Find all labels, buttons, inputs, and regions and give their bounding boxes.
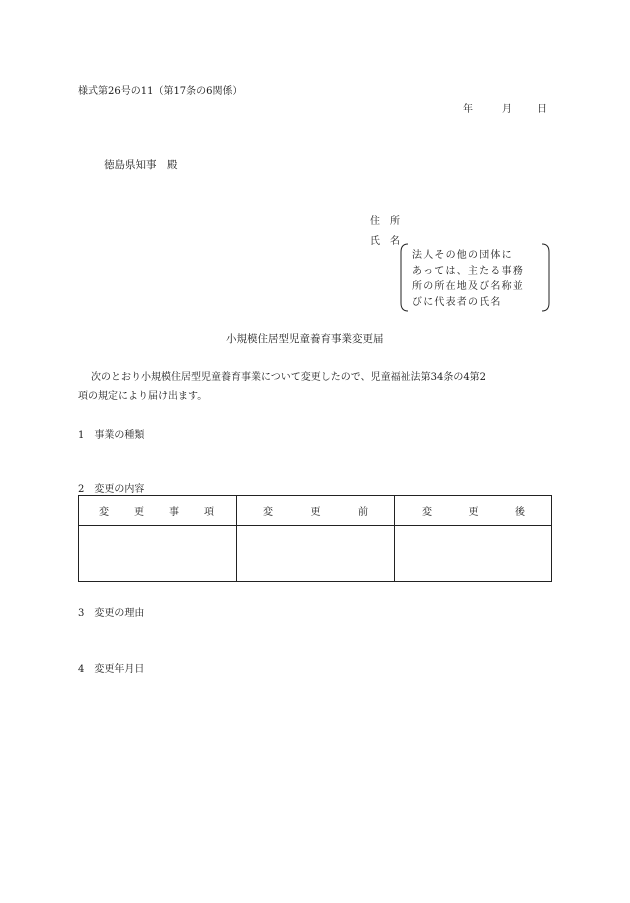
cell-after[interactable] bbox=[395, 526, 551, 582]
header-before bbox=[263, 496, 368, 525]
header-char: 更 bbox=[134, 507, 144, 518]
date-month-label: 月 bbox=[502, 104, 512, 115]
header-char: 変 bbox=[99, 507, 109, 518]
cell-change-item[interactable] bbox=[79, 526, 236, 582]
header-char: 変 bbox=[422, 507, 432, 518]
address-label: 住 所 bbox=[370, 216, 400, 227]
applicant-note-line: あっては、主たる事務 bbox=[412, 265, 524, 277]
header-char: 事 bbox=[169, 507, 179, 518]
header-char: 項 bbox=[204, 507, 214, 518]
section-4-heading: 4 変更年月日 bbox=[78, 664, 145, 675]
cell-before[interactable] bbox=[237, 526, 394, 582]
section-1-heading: 1 事業の種類 bbox=[78, 430, 145, 441]
section-2-heading: 2 変更の内容 bbox=[78, 484, 145, 495]
header-char: 後 bbox=[515, 507, 525, 518]
header-char: 更 bbox=[468, 507, 479, 518]
header-after bbox=[422, 496, 525, 525]
applicant-note-line: 法人その他の団体に bbox=[412, 250, 513, 261]
form-number: 様式第26号の11（第17条の6関係） bbox=[78, 86, 243, 97]
applicant-note-line: びに代表者の氏名 bbox=[412, 296, 502, 308]
date-day-label: 日 bbox=[537, 104, 547, 115]
addressee: 徳島県知事 殿 bbox=[104, 159, 178, 171]
header-char: 前 bbox=[358, 507, 368, 518]
date-year-label: 年 bbox=[463, 104, 473, 115]
section-3-heading: 3 変更の理由 bbox=[78, 608, 145, 619]
document-title: 小規模住居型児童養育事業変更届 bbox=[226, 333, 384, 345]
body-line-1: 次のとおり小規模住居型児童養育事業について変更したので、児童福祉法第34条の4第2 bbox=[91, 372, 487, 383]
name-label: 氏 名 bbox=[370, 236, 400, 247]
change-table bbox=[78, 495, 552, 582]
applicant-note-line: 所の所在地及び名称並 bbox=[412, 281, 524, 292]
header-char: 更 bbox=[310, 507, 321, 518]
applicant-note-bracket bbox=[398, 242, 552, 313]
header-change-item bbox=[99, 496, 214, 525]
applicant-note bbox=[412, 248, 524, 310]
body-line-2: 項の規定により届け出ます。 bbox=[78, 391, 208, 402]
header-char: 変 bbox=[263, 507, 273, 518]
